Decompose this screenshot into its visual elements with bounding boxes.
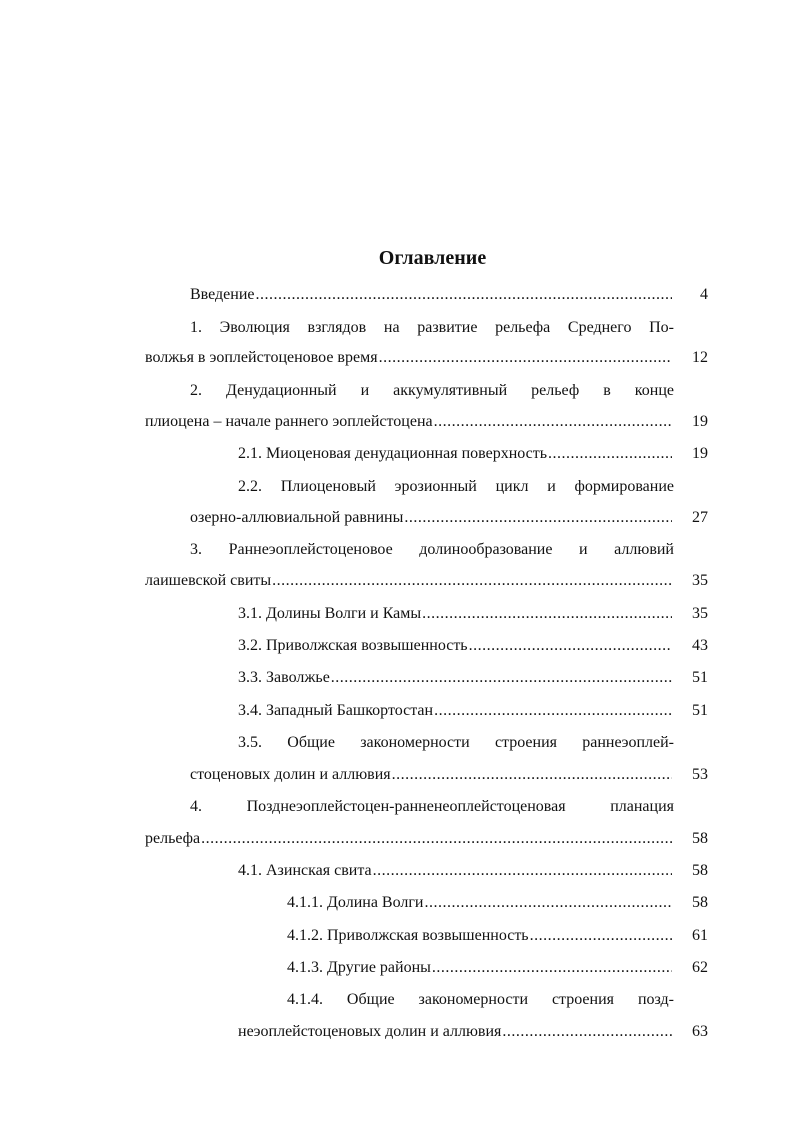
- toc-entry-3-4[interactable]: [238, 700, 672, 722]
- toc-entry-page: 35: [692, 605, 708, 622]
- leader-dots: [272, 570, 672, 592]
- toc-entry-page: 35: [692, 572, 708, 589]
- toc-entry-title: 3.2. Приволжская возвышенность: [238, 637, 468, 654]
- toc-entry-title: 4.1.2. Приволжская возвышенность: [287, 927, 529, 944]
- toc-entry-title: 4.1.1. Долина Волги: [287, 894, 424, 911]
- leader-dots: [392, 764, 672, 786]
- leader-dots: [379, 347, 672, 369]
- leader-dots: [432, 957, 672, 979]
- toc-entry-4-line-1[interactable]: 4. Позднеэоплейстоцен-ранненеоплейстоценовая планация: [190, 798, 674, 815]
- toc-entry-title: 3.3. Заволжье: [238, 669, 330, 686]
- toc-entry-page: 58: [692, 830, 708, 847]
- toc-entry-title: волжья в эоплейстоценовое время: [145, 349, 378, 366]
- toc-entry-title: 3.4. Западный Башкортостан: [238, 702, 434, 719]
- toc-entry-title: 4.1. Азинская свита: [238, 862, 372, 879]
- toc-entry-3-5-line-2[interactable]: [190, 764, 672, 786]
- leader-dots: [256, 284, 673, 306]
- toc-entry-4-1-2[interactable]: [287, 925, 672, 947]
- toc-entry-title: озерно-аллювиальной равнины: [190, 509, 404, 526]
- toc-entry-title: 3.1. Долины Волги и Камы: [238, 605, 422, 622]
- toc-entry-3-3[interactable]: [238, 667, 672, 689]
- toc-entry-page: 58: [692, 894, 708, 911]
- toc-entry-1-line-2[interactable]: [145, 347, 672, 369]
- page-title: Оглавление: [378, 247, 487, 269]
- toc-entry-title: Введение: [190, 286, 255, 303]
- toc-entry-title: рельефа: [145, 830, 201, 847]
- toc-entry-3-1[interactable]: [238, 603, 672, 625]
- toc-entry-1-line-1[interactable]: 1. Эволюция взглядов на развитие рельефа Среднего По-: [190, 319, 674, 336]
- toc-entry-3-line-2[interactable]: [145, 570, 672, 592]
- leader-dots: [469, 635, 672, 657]
- leader-dots: [373, 860, 672, 882]
- toc-entry-page: 61: [692, 927, 708, 944]
- leader-dots: [434, 411, 672, 433]
- toc-entry-4-1-4-line-2[interactable]: [238, 1021, 672, 1043]
- leader-dots: [434, 700, 672, 722]
- toc-entry-2-1[interactable]: [238, 443, 672, 465]
- leader-dots: [530, 925, 672, 947]
- toc-entry-2-2-line-1[interactable]: 2.2. Плиоценовый эрозионный цикл и формирование: [238, 478, 674, 495]
- leader-dots: [331, 667, 672, 689]
- leader-dots: [548, 443, 672, 465]
- toc-entry-4-1-4-line-1[interactable]: 4.1.4. Общие закономерности строения позд-: [287, 991, 674, 1008]
- toc-entry-title: плиоцена – начале раннего эоплейстоцена: [145, 413, 433, 430]
- leader-dots: [422, 603, 672, 625]
- toc-entry-4-1-1[interactable]: [287, 892, 672, 914]
- toc-entry-page: 43: [692, 637, 708, 654]
- toc-entry-2-line-1[interactable]: 2. Денудационный и аккумулятивный рельеф в конце: [190, 382, 674, 399]
- toc-entry-3-line-1[interactable]: 3. Раннеэоплейстоценовое долинообразование и аллювий: [190, 541, 674, 558]
- toc-entry-4-1-3[interactable]: [287, 957, 672, 979]
- toc-entry-page: 63: [692, 1023, 708, 1040]
- toc-entry-title: неэоплейстоценовых долин и аллювия: [238, 1023, 502, 1040]
- toc-entry-page: 27: [692, 509, 708, 526]
- leader-dots: [201, 828, 672, 850]
- toc-entry-page: 19: [692, 445, 708, 462]
- toc-entry-3-5-line-1[interactable]: 3.5. Общие закономерности строения раннеэоплей-: [238, 734, 674, 751]
- toc-entry-page: 58: [692, 862, 708, 879]
- toc-entry-page: 62: [692, 959, 708, 976]
- toc-entry-2-2-line-2[interactable]: [190, 507, 672, 529]
- toc-entry-title: 4.1.3. Другие районы: [287, 959, 431, 976]
- toc-entry-title: лаишевской свиты: [145, 572, 272, 589]
- toc-entry-4-1[interactable]: [238, 860, 672, 882]
- toc-entry-page: 12: [692, 349, 708, 366]
- toc-entry-page: 19: [692, 413, 708, 430]
- toc-entry-title: стоценовых долин и аллювия: [190, 766, 391, 783]
- leader-dots: [404, 507, 672, 529]
- toc-entry-4-line-2[interactable]: [145, 828, 672, 850]
- toc-entry-2-line-2[interactable]: [145, 411, 672, 433]
- toc-entry-intro[interactable]: [190, 284, 672, 306]
- toc-entry-title: 2.1. Миоценовая денудационная поверхность: [238, 445, 548, 462]
- toc-entry-page: 53: [692, 766, 708, 783]
- toc-entry-3-2[interactable]: [238, 635, 672, 657]
- toc-entry-page: 51: [692, 669, 708, 686]
- leader-dots: [424, 892, 672, 914]
- toc-entry-page: 51: [692, 702, 708, 719]
- leader-dots: [502, 1021, 672, 1043]
- toc-entry-page: 4: [700, 286, 708, 303]
